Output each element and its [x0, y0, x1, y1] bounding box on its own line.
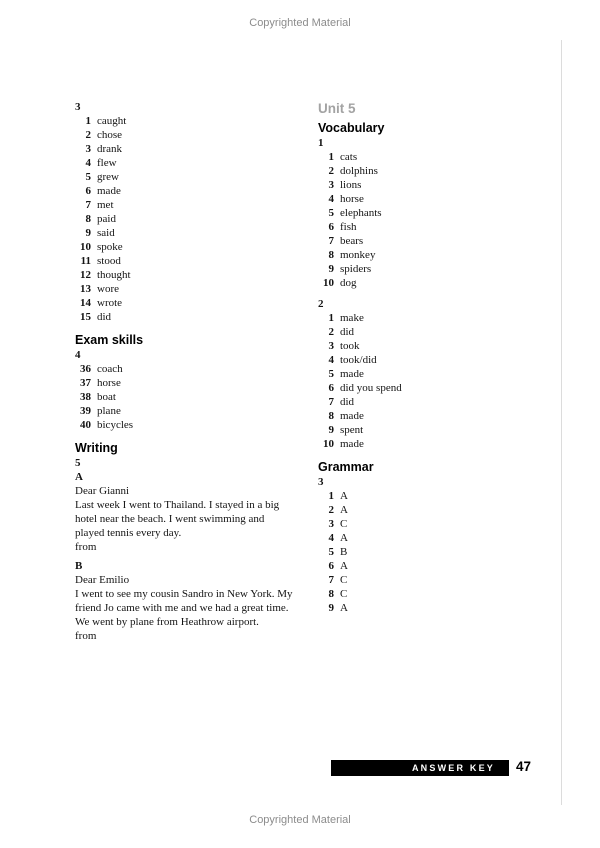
letter-body: Last week I went to Thailand. I stayed in a big hotel near the beach. I went swimming and played tennis every day. [75, 499, 280, 539]
answer-text: horse [97, 377, 121, 389]
answer-number: 5 [328, 207, 334, 219]
answer-number: 36 [80, 363, 91, 375]
answer-item [318, 248, 543, 262]
answer-text: thought [97, 269, 131, 281]
answer-number: 9 [328, 424, 334, 436]
answer-text: grew [97, 171, 119, 183]
answer-text: boat [97, 391, 116, 403]
answer-item [318, 367, 543, 381]
answer-number: 1 [85, 115, 91, 127]
answer-item [75, 198, 327, 212]
answer-text: flew [97, 157, 117, 169]
answer-item [75, 142, 327, 156]
answer-number: 7 [85, 199, 91, 211]
answer-number: 10 [323, 438, 334, 450]
answer-list-vocabulary-2 [318, 311, 543, 451]
answer-number: 8 [328, 249, 334, 261]
answer-number: 1 [328, 312, 334, 324]
answer-text: wore [97, 283, 119, 295]
answer-item [75, 296, 327, 310]
answer-text: B [340, 546, 348, 558]
answer-text: C [340, 574, 348, 586]
answer-item [318, 353, 543, 367]
answer-column-left [75, 100, 327, 643]
answer-text: met [97, 199, 114, 211]
answer-text: spent [340, 424, 364, 436]
answer-number: 38 [80, 391, 91, 403]
answer-item [318, 423, 543, 437]
letter-body: I went to see my cousin Sandro in New York. My friend Jo came with me and we had a great time. We went by plane from Heathrow airport. [75, 588, 293, 628]
answer-number: 5 [328, 546, 334, 558]
copyright-notice-bottom: Copyrighted Material [249, 814, 351, 826]
answer-item [318, 150, 543, 164]
answer-item [75, 128, 327, 142]
exercise-number-5: 5 [75, 457, 81, 469]
answer-number: 6 [85, 185, 91, 197]
answer-number: 9 [85, 227, 91, 239]
answer-item [318, 234, 543, 248]
answer-text: C [340, 518, 348, 530]
answer-text: dolphins [340, 165, 378, 177]
exercise-number-1: 1 [318, 137, 324, 149]
answer-text: did [340, 396, 355, 408]
answer-text: took [340, 340, 360, 352]
answer-text: plane [97, 405, 121, 417]
answer-item [318, 325, 543, 339]
letter-salutation: Dear Emilio [75, 574, 130, 586]
answer-item [75, 390, 327, 404]
answer-list-exam-skills [75, 362, 327, 432]
heading-vocabulary: Vocabulary [318, 121, 385, 135]
answer-item [318, 395, 543, 409]
answer-text: made [340, 410, 364, 422]
answer-text: A [340, 560, 348, 572]
answer-item [75, 418, 327, 432]
answer-text: monkey [340, 249, 376, 261]
answer-number: 1 [328, 490, 334, 502]
answer-number: 6 [328, 221, 334, 233]
answer-item [318, 559, 543, 573]
answer-text: drank [97, 143, 123, 155]
answer-item [75, 240, 327, 254]
answer-item [75, 376, 327, 390]
answer-item [75, 282, 327, 296]
answer-item [75, 254, 327, 268]
answer-item [318, 381, 543, 395]
answer-text: stood [97, 255, 121, 267]
answer-number: 5 [328, 368, 334, 380]
answer-list-exercise3 [75, 114, 327, 324]
answer-item [318, 164, 543, 178]
answer-number: 8 [328, 410, 334, 422]
answer-text: chose [97, 129, 123, 141]
answer-text: elephants [340, 207, 382, 219]
answer-item [318, 339, 543, 353]
answer-label-b: B [75, 560, 83, 572]
answer-item [75, 310, 327, 324]
copyright-notice-top: Copyrighted Material [249, 17, 351, 29]
letter-closing: from [75, 541, 97, 553]
answer-text: did [97, 311, 112, 323]
answer-number: 7 [328, 574, 334, 586]
letter-closing: from [75, 630, 97, 642]
answer-text: made [97, 185, 121, 197]
answer-item [75, 404, 327, 418]
answer-number: 2 [328, 326, 334, 338]
exercise-number-4: 4 [75, 349, 81, 361]
answer-text: cats [340, 151, 358, 163]
answer-number: 11 [80, 255, 91, 267]
answer-text: coach [97, 363, 123, 375]
answer-number: 13 [80, 283, 91, 295]
answer-item [75, 170, 327, 184]
answer-text: made [340, 438, 364, 450]
answer-number: 6 [328, 382, 334, 394]
answer-item [318, 545, 543, 559]
answer-number: 3 [328, 179, 334, 191]
answer-item [318, 531, 543, 545]
answer-text: lions [340, 179, 362, 191]
answer-item [75, 184, 327, 198]
answer-number: 3 [85, 143, 91, 155]
answer-text: caught [97, 115, 127, 127]
answer-text: said [97, 227, 115, 239]
answer-text: bears [340, 235, 364, 247]
answer-item [318, 311, 543, 325]
answer-item [318, 276, 543, 290]
answer-number: 2 [85, 129, 91, 141]
answer-number: 8 [328, 588, 334, 600]
answer-number: 4 [328, 354, 334, 366]
answer-number: 2 [328, 504, 334, 516]
exercise-number-3: 3 [75, 101, 81, 113]
answer-number: 2 [328, 165, 334, 177]
answer-number: 4 [328, 193, 334, 205]
answer-number: 37 [80, 377, 91, 389]
exercise-number-2: 2 [318, 298, 324, 310]
answer-number: 12 [80, 269, 91, 281]
answer-item [75, 212, 327, 226]
answer-number: 3 [328, 518, 334, 530]
answer-list-grammar-3 [318, 489, 543, 615]
answer-number: 9 [328, 263, 334, 275]
answer-label-a: A [75, 471, 83, 483]
answer-text: C [340, 588, 348, 600]
answer-number: 40 [80, 419, 91, 431]
heading-exam-skills: Exam skills [75, 333, 144, 347]
letter-salutation: Dear Gianni [75, 485, 130, 497]
heading-writing: Writing [75, 441, 118, 455]
answer-text: spiders [340, 263, 372, 275]
answer-number: 4 [85, 157, 91, 169]
answer-item [318, 489, 543, 503]
answer-item [318, 178, 543, 192]
answer-number: 15 [80, 311, 91, 323]
answer-item [318, 503, 543, 517]
answer-number: 39 [80, 405, 91, 417]
answer-item [318, 601, 543, 615]
answer-text: spoke [97, 241, 123, 253]
writing-answer-a [75, 470, 327, 554]
answer-column-right [318, 100, 543, 615]
answer-number: 1 [328, 151, 334, 163]
answer-number: 14 [80, 297, 91, 309]
answer-text: made [340, 368, 364, 380]
answer-item [318, 437, 543, 451]
answer-item [318, 573, 543, 587]
answer-text: bicycles [97, 419, 134, 431]
answer-item [75, 268, 327, 282]
heading-grammar: Grammar [318, 460, 374, 474]
page-edge-line [561, 40, 562, 805]
answer-number: 10 [323, 277, 334, 289]
answer-number: 7 [328, 396, 334, 408]
page-number: 47 [516, 759, 532, 774]
answer-text: did you spend [340, 382, 402, 394]
answer-item [318, 206, 543, 220]
answer-text: took/did [340, 354, 377, 366]
answer-text: A [340, 504, 348, 516]
answer-number: 5 [85, 171, 91, 183]
answer-item [75, 226, 327, 240]
answer-item [318, 262, 543, 276]
footer-label: ANSWER KEY [411, 763, 495, 773]
answer-number: 8 [85, 213, 91, 225]
answer-text: A [340, 602, 348, 614]
answer-number: 10 [80, 241, 91, 253]
answer-text: paid [97, 213, 116, 225]
answer-item [75, 156, 327, 170]
exercise-number-grammar-3: 3 [318, 476, 324, 488]
answer-item [318, 517, 543, 531]
answer-number: 7 [328, 235, 334, 247]
answer-number: 3 [328, 340, 334, 352]
writing-answer-b [75, 559, 327, 643]
answer-item [318, 409, 543, 423]
answer-text: A [340, 490, 348, 502]
answer-text: horse [340, 193, 364, 205]
answer-text: A [340, 532, 348, 544]
answer-item [75, 114, 327, 128]
answer-item [75, 362, 327, 376]
answer-text: fish [340, 221, 357, 233]
unit-heading: Unit 5 [318, 101, 356, 116]
answer-text: wrote [97, 297, 123, 309]
answer-number: 6 [328, 560, 334, 572]
answer-list-vocabulary-1 [318, 150, 543, 290]
answer-number: 4 [328, 532, 334, 544]
answer-number: 9 [328, 602, 334, 614]
answer-text: make [340, 312, 364, 324]
answer-item [318, 192, 543, 206]
answer-key-footer-bar [331, 760, 509, 776]
answer-item [318, 587, 543, 601]
answer-text: did [340, 326, 355, 338]
answer-text: dog [340, 277, 357, 289]
answer-item [318, 220, 543, 234]
